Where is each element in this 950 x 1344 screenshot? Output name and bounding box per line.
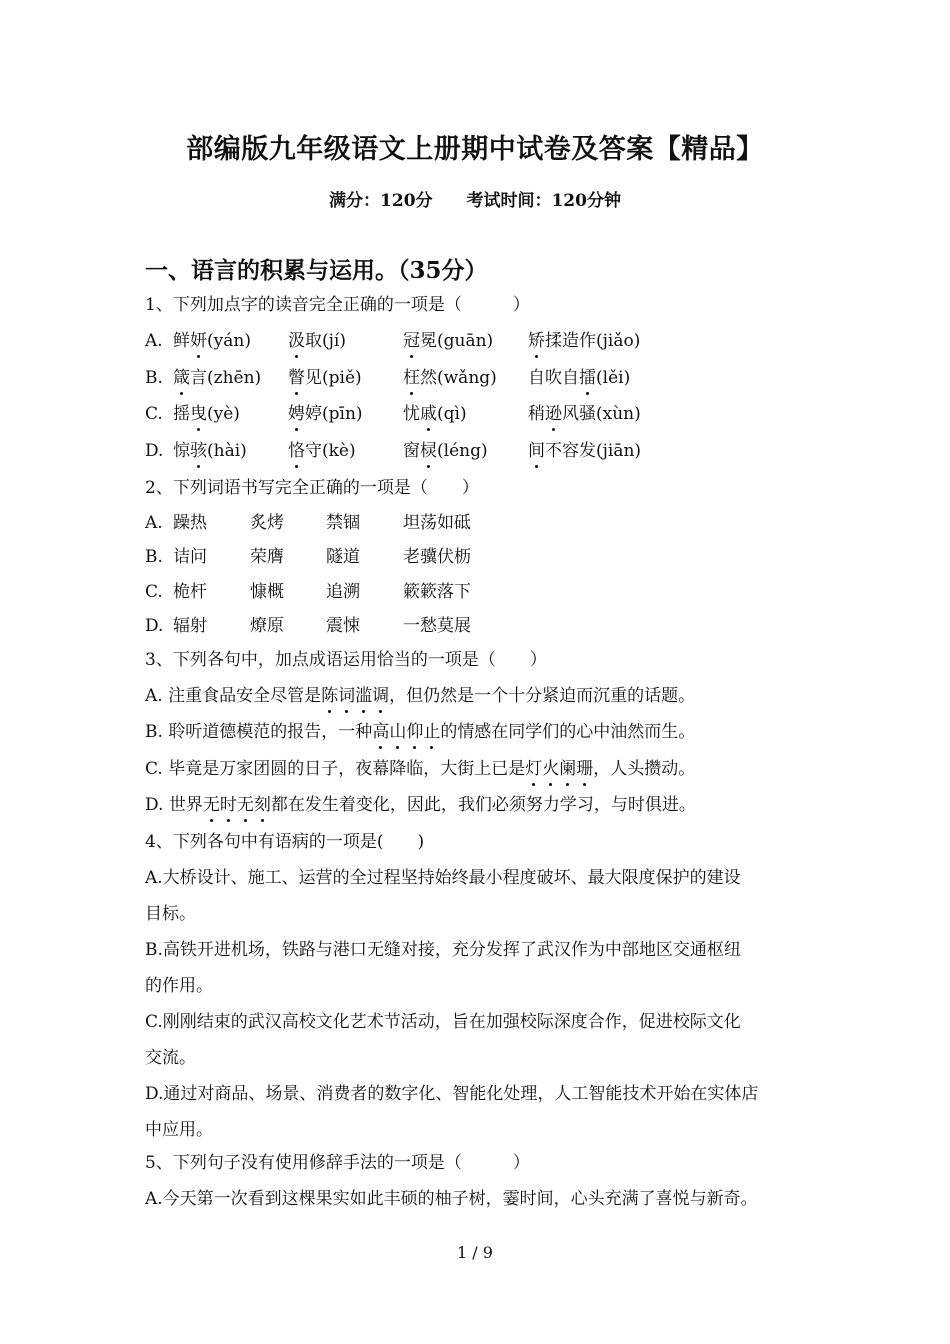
word-item: 簌簌落下 [403, 582, 471, 602]
dotted-idiom [525, 759, 593, 779]
question-2-option-row [145, 545, 645, 569]
dotted-character: 词 [338, 686, 356, 706]
dotted-character: 矫 [528, 331, 545, 351]
dotted-character: 娉 [288, 404, 305, 424]
option-label: A. [145, 513, 163, 533]
dotted-idiom [203, 795, 271, 815]
word-item: 炙烤 [250, 513, 284, 533]
dotted-character: 间 [528, 441, 545, 461]
option-label: D. [145, 795, 169, 815]
dotted-character: 仰 [406, 722, 424, 742]
dotted-character: 珊 [576, 759, 594, 779]
word-item: 燎原 [250, 616, 284, 636]
dotted-character: 山 [389, 722, 407, 742]
question-4-stem: 4、下列各句中有语病的一项是( ) [145, 832, 425, 852]
dotted-character: 陈 [321, 686, 339, 706]
option-label: D. [145, 441, 164, 461]
pinyin-item: 稍逊风骚(xùn) [528, 404, 641, 424]
question-4-text-line: 中应用。 [145, 1120, 213, 1140]
word-item: 慷概 [250, 582, 284, 602]
pinyin-item: 自吹自擂(lěi) [528, 368, 631, 388]
dotted-character: 妍 [190, 331, 207, 351]
exam-time: 考试时间：120分钟 [466, 191, 621, 211]
question-2-option-row [145, 580, 645, 604]
question-4-text-line: 交流。 [145, 1048, 196, 1068]
word-item: 坦荡如砥 [403, 513, 471, 533]
pinyin-item: 恪守(kè) [288, 441, 356, 461]
word-item: 隧道 [326, 547, 360, 567]
full-score: 满分：120分 [329, 191, 433, 211]
pinyin-item: 娉婷(pīn) [288, 404, 363, 424]
pinyin-item: 鲜妍(yán) [173, 331, 251, 351]
option-label: C. [145, 404, 163, 424]
question-4-text-line: C.刚刚结束的武汉高校文化艺术节活动，旨在加强校际深度合作，促进校际文化 [145, 1012, 741, 1032]
dotted-character: 逊 [545, 404, 562, 424]
dotted-character: 火 [542, 759, 560, 779]
dotted-character: 曳 [190, 404, 207, 424]
pinyin-item: 忧戚(qì) [403, 404, 467, 424]
dotted-character: 恪 [288, 441, 305, 461]
question-5-option-a: A.今天第一次看到这棵果实如此丰硕的柚子树，霎时间，心头充满了喜悦与新奇。 [145, 1189, 758, 1209]
word-item: 老骥伏枥 [403, 547, 471, 567]
question-3-stem: 3、下列各句中，加点成语运用恰当的一项是（ ） [145, 650, 547, 670]
word-item: 辐射 [173, 616, 207, 636]
dotted-character: 冠 [403, 331, 420, 351]
dotted-idiom [321, 686, 389, 706]
dotted-character: 箴 [173, 368, 190, 388]
question-1-option-row [145, 329, 795, 353]
pinyin-item: 间不容发(jiān) [528, 441, 642, 461]
dotted-idiom [372, 722, 440, 742]
word-item: 桅杆 [173, 582, 207, 602]
word-item: 荣膺 [250, 547, 284, 567]
dotted-character: 阑 [559, 759, 577, 779]
question-4-text-line: 目标。 [145, 904, 196, 924]
dotted-character: 戚 [420, 404, 437, 424]
pinyin-item: 枉然(wǎng) [403, 368, 497, 388]
word-item: 禁锢 [326, 513, 360, 533]
pinyin-item: 摇曳(yè) [173, 404, 240, 424]
dotted-character: 无 [202, 795, 220, 815]
section-heading: 一、语言的积累与运用。（35分） [145, 257, 488, 284]
question-3-option-row: C. 毕竟是万家团圆的日子，夜幕降临，大街上已是灯火阑珊，人头攒动。 [145, 759, 696, 779]
question-1-option-row [145, 439, 795, 463]
option-label: D. [145, 616, 164, 636]
question-3-option-row: D. 世界无时无刻都在发生着变化，因此，我们必须努力学习，与时俱进。 [145, 795, 696, 815]
dotted-character: 瞥 [288, 368, 305, 388]
pinyin-item: 矫揉造作(jiǎo) [528, 331, 641, 351]
pinyin-item: 窗棂(léng) [403, 441, 488, 461]
word-item: 震悚 [326, 616, 360, 636]
option-label: C. [145, 582, 163, 602]
dotted-character: 汲 [288, 331, 305, 351]
question-3-option-row: A. 注重食品安全尽管是陈词滥调，但仍然是一个十分紧迫而沉重的话题。 [145, 686, 696, 706]
dotted-character: 时 [219, 795, 237, 815]
dotted-character: 擂 [579, 368, 596, 388]
exam-meta [0, 186, 950, 211]
option-label: A. [145, 331, 163, 351]
question-2-option-row [145, 511, 645, 535]
question-1-option-row [145, 366, 795, 390]
option-label: A. [145, 686, 169, 706]
pinyin-item: 瞥见(piě) [288, 368, 362, 388]
question-2-option-row [145, 614, 645, 638]
question-1-stem: 1、下列加点字的读音完全正确的一项是（ ） [145, 295, 530, 315]
question-3-option-row: B. 聆听道德模范的报告，一种高山仰止的情感在同学们的心中油然而生。 [145, 722, 696, 742]
page-number: 1 / 9 [457, 1243, 493, 1262]
dotted-character: 滥 [355, 686, 373, 706]
dotted-character: 枉 [403, 368, 420, 388]
question-1-option-row [145, 402, 795, 426]
dotted-character: 止 [423, 722, 441, 742]
option-label: C. [145, 759, 169, 779]
dotted-character: 调 [372, 686, 390, 706]
option-label: B. [145, 547, 163, 567]
word-item: 躁热 [173, 513, 207, 533]
pinyin-item: 汲取(jí) [288, 331, 346, 351]
option-label: B. [145, 722, 169, 742]
word-item: 追溯 [326, 582, 360, 602]
word-item: 诘问 [173, 547, 207, 567]
dotted-character: 刻 [253, 795, 271, 815]
dotted-character: 无 [236, 795, 254, 815]
dotted-character: 骇 [190, 441, 207, 461]
word-item: 一愁莫展 [403, 616, 471, 636]
pinyin-item: 惊骇(hài) [173, 441, 247, 461]
question-4-text-line: 的作用。 [145, 976, 213, 996]
question-4-text-line: D.通过对商品、场景、消费者的数字化、智能化处理，人工智能技术开始在实体店 [145, 1084, 759, 1104]
question-4-text-line: A.大桥设计、施工、运营的全过程坚持始终最小程度破坏、最大限度保护的建设 [145, 868, 741, 888]
dotted-character: 高 [372, 722, 390, 742]
pinyin-item: 箴言(zhēn) [173, 368, 262, 388]
question-4-text-line: B.高铁开进机场，铁路与港口无缝对接，充分发挥了武汉作为中部地区交通枢纽 [145, 940, 741, 960]
pinyin-item: 冠冕(guān) [403, 331, 494, 351]
exam-title: 部编版九年级语文上册期中试卷及答案【精品】 [186, 134, 764, 165]
option-label: B. [145, 368, 163, 388]
dotted-character: 灯 [525, 759, 543, 779]
question-2-stem: 2、下列词语书写完全正确的一项是（ ） [145, 478, 479, 498]
dotted-character: 棂 [420, 441, 437, 461]
question-5-stem: 5、下列句子没有使用修辞手法的一项是（ ） [145, 1153, 530, 1173]
